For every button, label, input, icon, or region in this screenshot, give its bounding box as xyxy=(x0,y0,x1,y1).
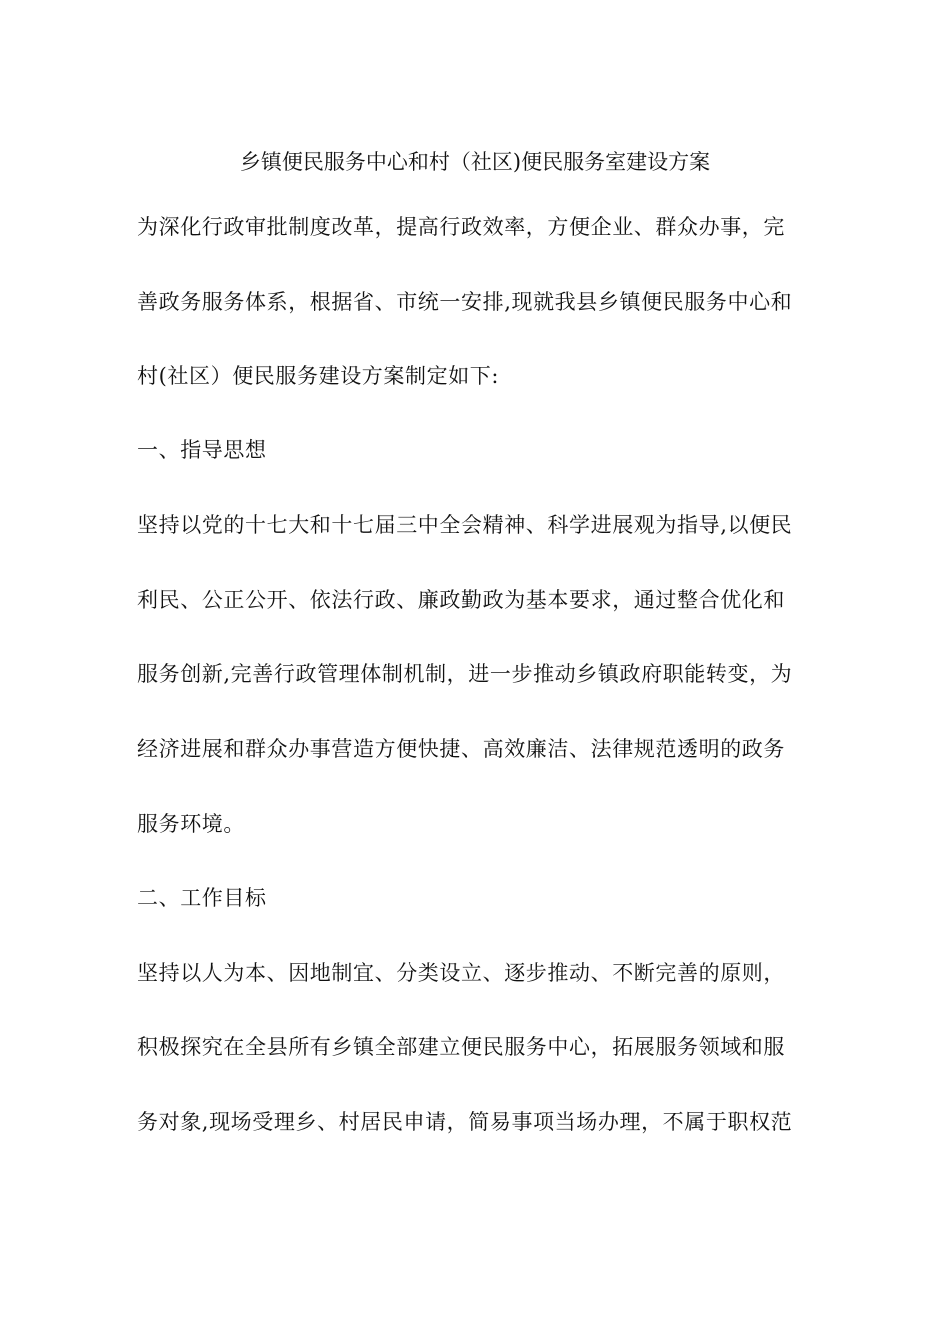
body-text-line: 积极探究在全县所有乡镇全部建立便民服务中心，拓展服务领域和服 xyxy=(137,1035,785,1059)
body-text-line: 利民、公正公开、依法行政、廉政勤政为基本要求，通过整合优化和 xyxy=(137,588,785,612)
body-text-line: 经济进展和群众办事营造方便快捷、高效廉洁、法律规范透明的政务 xyxy=(137,737,785,761)
body-text-line: 善政务服务体系，根据省、市统一安排,现就我县乡镇便民服务中心和 xyxy=(137,290,793,314)
body-text-line: 务对象,现场受理乡、村居民申请，简易事项当场办理，不属于职权范 xyxy=(137,1110,793,1134)
body-text-line: 坚持以人为本、因地制宜、分类设立、逐步推动、不断完善的原则， xyxy=(137,961,785,985)
body-text-line: 服务创新,完善行政管理体制机制，进一步推动乡镇政府职能转变，为 xyxy=(137,662,793,686)
body-text-line: 为深化行政审批制度改革，提高行政效率，方便企业、群众办事，完 xyxy=(137,215,785,239)
body-text-line: 村(社区）便民服务建设方案制定如下: xyxy=(137,364,500,388)
body-text-line: 服务环境。 xyxy=(137,812,245,836)
body-text-line: 坚持以党的十七大和十七届三中全会精神、科学进展观为指导,以便民 xyxy=(137,513,793,537)
section-heading: 二、工作目标 xyxy=(137,886,267,910)
document-title: 乡镇便民服务中心和村（社区)便民服务室建设方案 xyxy=(239,150,711,174)
section-heading: 一、指导思想 xyxy=(137,438,267,462)
